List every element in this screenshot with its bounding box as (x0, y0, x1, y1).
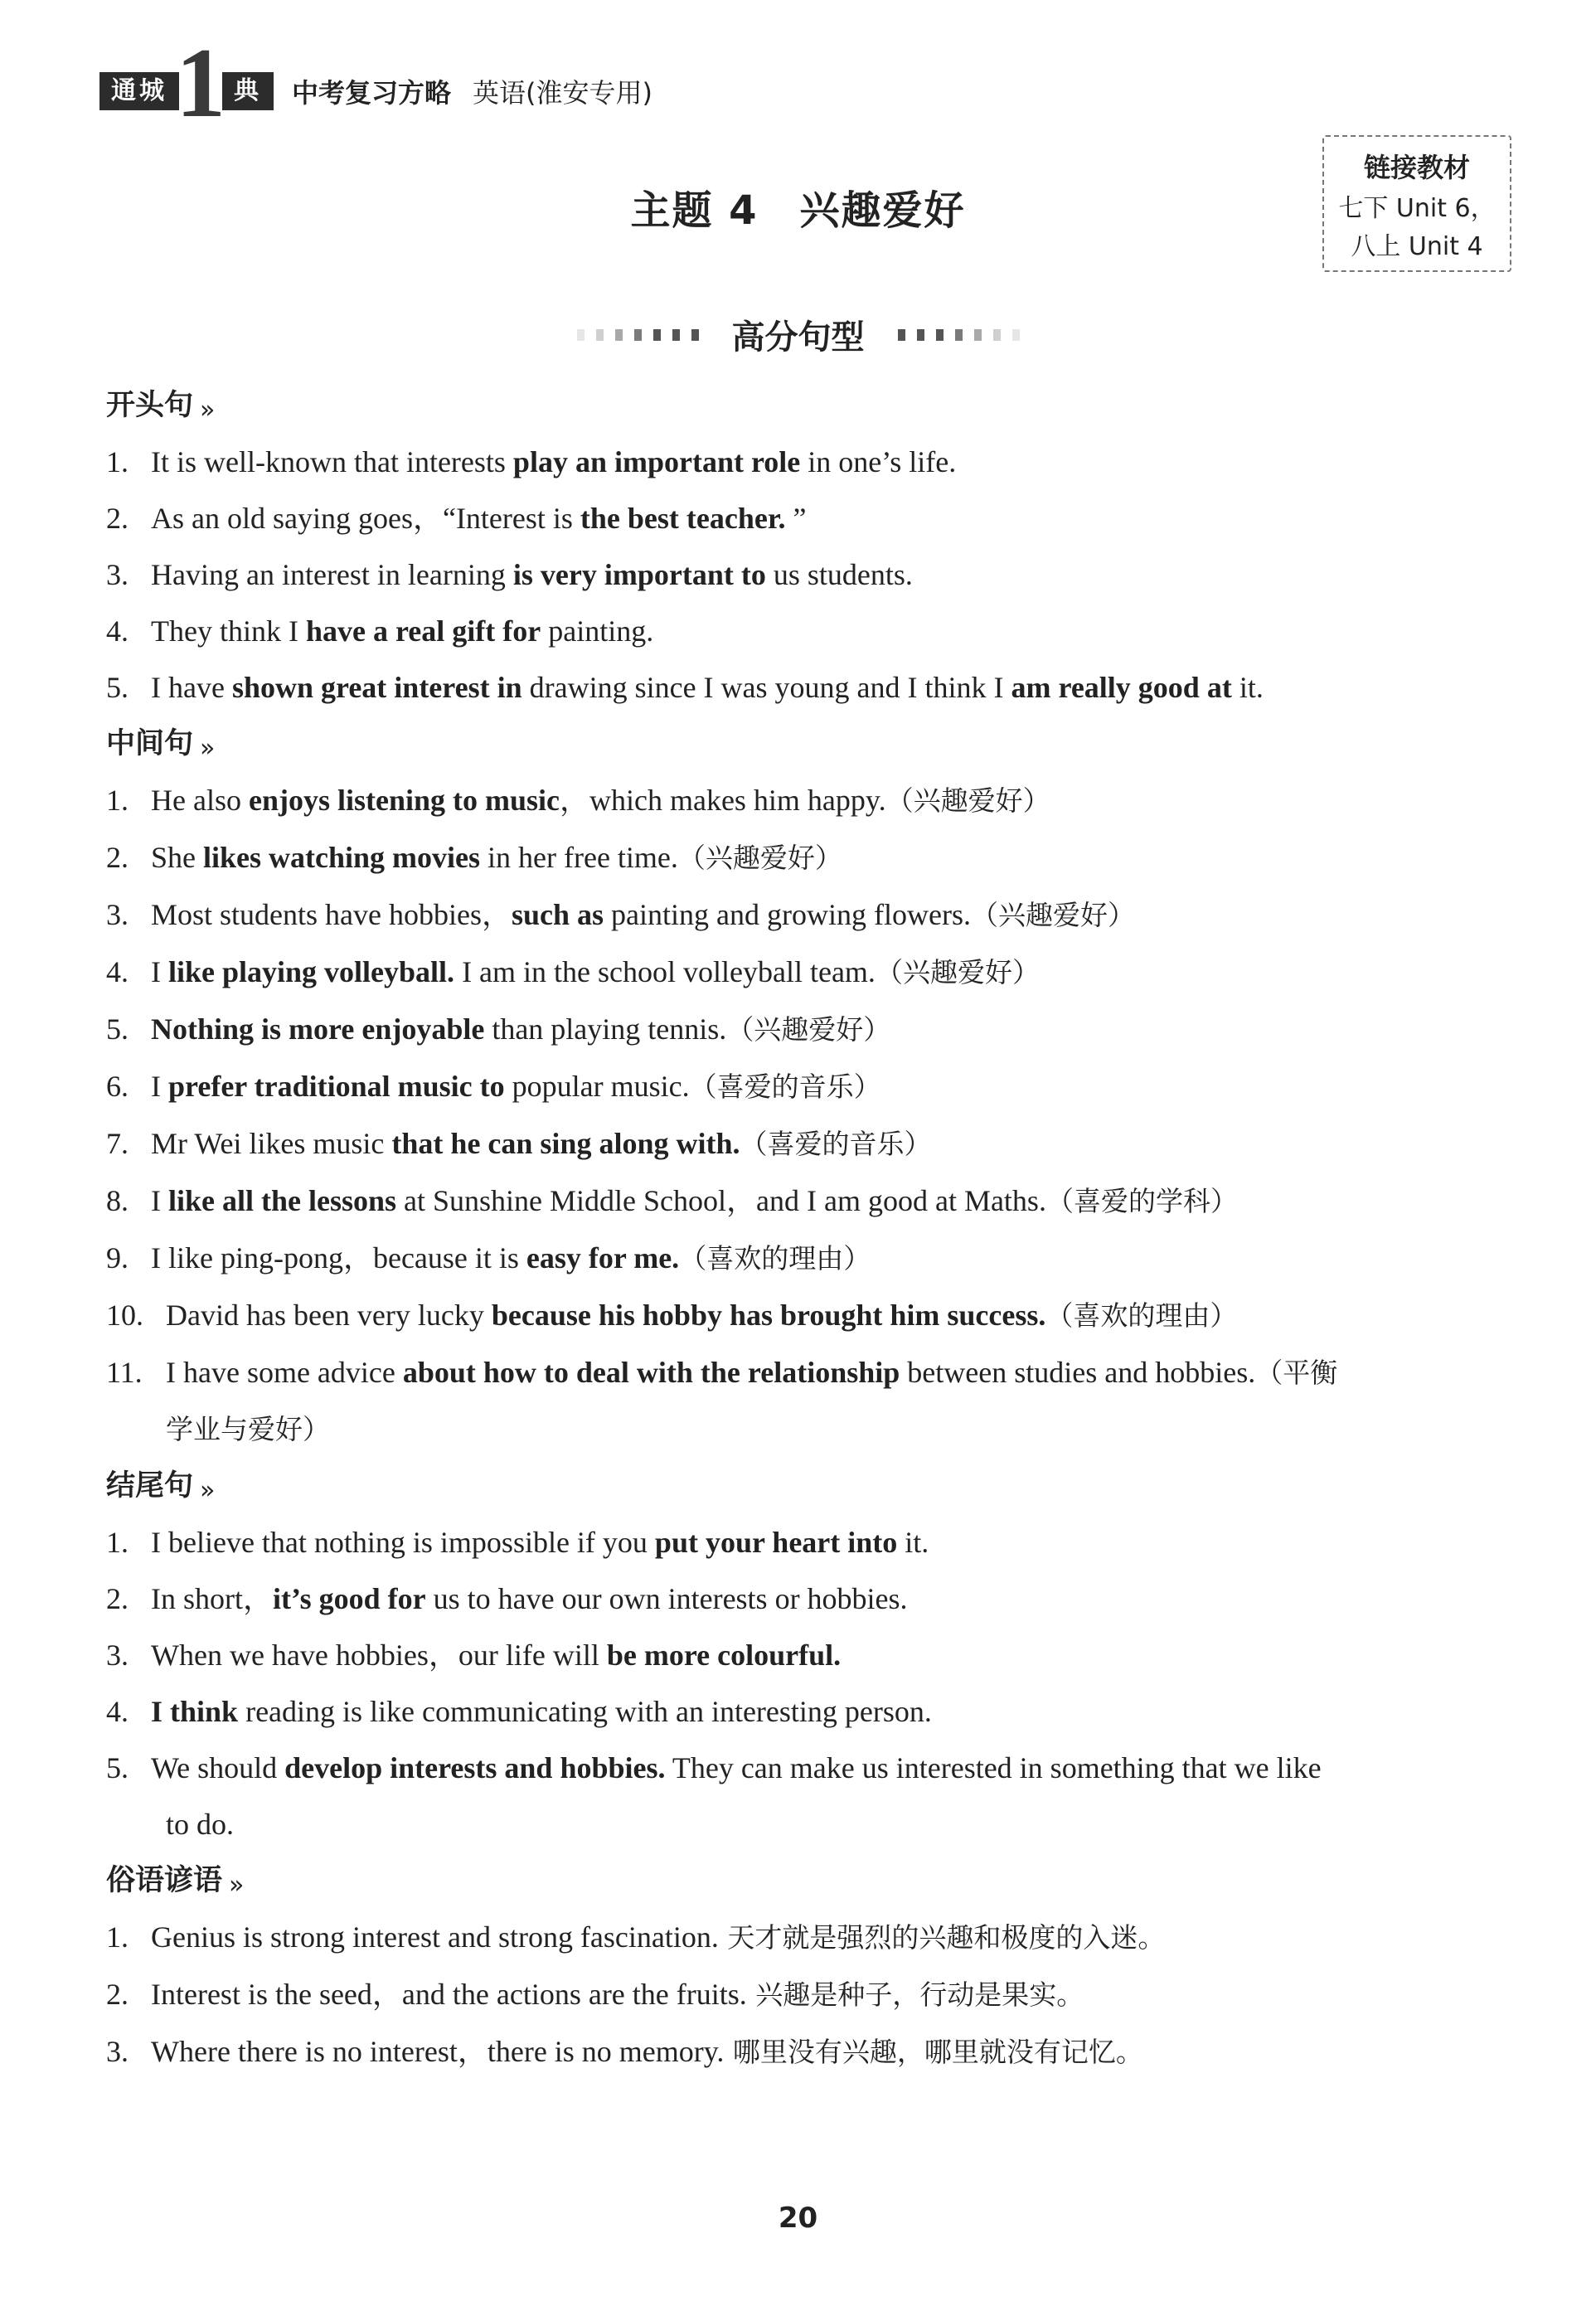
sentence-item (106, 886, 1532, 944)
book-title: 中考复习方略 (292, 77, 452, 109)
sentence-item (106, 659, 1532, 716)
chinese-note: （兴趣爱好） (970, 899, 1135, 931)
sentence-text (151, 1571, 1532, 1627)
plain-text: She (151, 841, 203, 874)
plain-text: Having an interest in learning (151, 558, 513, 591)
key-phrase: such as (511, 898, 604, 931)
key-phrase: play an important role (512, 445, 801, 478)
plain-text: us to have our own interests or hobbies. (425, 1582, 908, 1615)
group-title-text: 结尾句 (106, 1469, 194, 1503)
sentence-continuation (106, 1796, 1532, 1852)
sentence-item (106, 1230, 1532, 1287)
plain-text: us students. (765, 558, 913, 591)
plain-text: drawing since I was young and I think I (521, 671, 1011, 704)
chinese-note: （兴趣爱好） (726, 1013, 891, 1046)
chinese-note: （平衡 (1255, 1357, 1338, 1389)
plain-text: I (151, 955, 168, 988)
sentence-text (151, 886, 1532, 944)
chinese-note: （兴趣爱好） (885, 784, 1050, 817)
brand-logo-one: 1 (176, 27, 226, 138)
plain-text: it. (897, 1526, 929, 1559)
sentence-text (151, 944, 1532, 1001)
sentence-text (151, 772, 1532, 829)
group-title (106, 716, 1532, 772)
chinese-note: 哪里没有兴趣，哪里就没有记忆。 (724, 2036, 1143, 2068)
key-phrase: be more colourful. (606, 1639, 842, 1672)
chinese-note: 兴趣是种子，行动是果实。 (746, 1978, 1084, 2011)
plain-text: I (151, 1070, 168, 1103)
section-title: 高分句型 (731, 318, 865, 357)
item-number: 3. (106, 2035, 129, 2068)
double-chevron-icon: » (229, 1871, 245, 1900)
plain-text: Mr Wei likes music (151, 1127, 392, 1160)
plain-text: I like ping-pong，because it is (151, 1241, 526, 1274)
sentence-item (106, 772, 1532, 829)
chinese-note: （喜爱的学科） (1045, 1185, 1238, 1217)
topic-title: 主题 4 兴趣爱好 (630, 187, 966, 234)
sentence-continuation (106, 1401, 1532, 1458)
key-phrase: it’s good for (273, 1582, 426, 1615)
plain-text: He also (151, 784, 249, 817)
sentence-text (151, 1909, 1532, 1966)
key-phrase: like all the lessons (168, 1184, 397, 1217)
key-phrase: that he can sing along with. (391, 1127, 740, 1160)
key-phrase: Nothing is more enjoyable (151, 1012, 485, 1046)
plain-text: reading is like communicating with an interesting person. (238, 1695, 932, 1728)
textbook-link-box (1322, 135, 1511, 272)
key-phrase: the best teacher. (580, 502, 786, 535)
item-number: 10. (106, 1299, 143, 1332)
link-box-line: 七下 Unit 6， (1338, 194, 1496, 223)
chinese-note: （喜欢的理由） (679, 1242, 871, 1274)
sentence-item (106, 1115, 1532, 1172)
plain-text: in her free time. (480, 841, 678, 874)
item-number: 1. (106, 1526, 129, 1559)
sentence-item (106, 1514, 1532, 1571)
sentence-text (151, 1230, 1532, 1287)
plain-text: painting. (541, 614, 654, 648)
page-number: 20 (778, 2202, 818, 2235)
group-title (106, 1852, 1532, 1909)
item-number: 1. (106, 784, 129, 817)
double-chevron-icon: » (200, 734, 216, 763)
plain-text: painting and growing flowers. (604, 898, 971, 931)
item-number: 1. (106, 1920, 129, 1954)
plain-text: It is well-known that interests (151, 445, 513, 478)
decorative-dots-left (577, 329, 699, 341)
item-number: 1. (106, 445, 129, 478)
key-phrase: is very important to (512, 558, 766, 591)
item-number: 3. (106, 558, 129, 591)
plain-text: than playing tennis. (484, 1012, 727, 1046)
plain-text: I have (151, 671, 232, 704)
sentence-text (151, 1683, 1532, 1740)
key-phrase: easy for me. (526, 1241, 680, 1274)
double-chevron-icon: » (200, 396, 216, 425)
plain-text: in one’s life. (800, 445, 957, 478)
plain-text: Where there is no interest，there is no memory. (151, 2035, 725, 2068)
sentence-text (151, 1172, 1532, 1230)
key-phrase: shown great interest in (231, 671, 522, 704)
chinese-note: 天才就是强烈的兴趣和极度的入迷。 (718, 1921, 1166, 1954)
group-title-text: 俗语谚语 (106, 1864, 223, 1897)
key-phrase: enjoys listening to music (248, 784, 560, 817)
group-title-text: 开头句 (106, 389, 194, 422)
brand-logo-left: 通城 (99, 72, 179, 110)
sentence-text (151, 434, 1532, 490)
sentence-text (151, 1115, 1532, 1172)
plain-text: popular music. (504, 1070, 690, 1103)
plain-text: They can make us interested in something that we like (665, 1751, 1322, 1784)
continuation-text: 学业与爱好） (166, 1413, 330, 1445)
plain-text: Interest is the seed，and the actions are the fruits. (151, 1978, 747, 2011)
plain-text: When we have hobbies，our life will (151, 1639, 607, 1672)
sentence-item (106, 944, 1532, 1001)
chinese-note: （兴趣爱好） (677, 842, 842, 874)
section-heading (0, 311, 1596, 358)
decorative-dots-right (898, 329, 1020, 341)
sentence-item (106, 1627, 1532, 1683)
item-number: 9. (106, 1241, 129, 1274)
plain-text: between studies and hobbies. (900, 1356, 1256, 1389)
key-phrase: like playing volleyball. (168, 955, 455, 988)
plain-text: As an old saying goes，“Interest is (151, 502, 580, 535)
plain-text: In short， (151, 1582, 273, 1615)
sentence-text (166, 1287, 1532, 1344)
sentence-item (106, 1966, 1532, 2023)
item-number: 2. (106, 841, 129, 874)
item-number: 11. (106, 1356, 143, 1389)
item-number: 5. (106, 1751, 129, 1784)
key-phrase: because his hobby has brought him success. (491, 1299, 1046, 1332)
sentence-item (106, 2023, 1532, 2080)
key-phrase: am really good at (1011, 671, 1232, 704)
plain-text: I believe that nothing is impossible if you (151, 1526, 655, 1559)
sentence-item (106, 1058, 1532, 1115)
chinese-note: （喜爱的音乐） (740, 1128, 932, 1160)
item-number: 6. (106, 1070, 129, 1103)
group-title (106, 1458, 1532, 1514)
key-phrase: prefer traditional music to (168, 1070, 505, 1103)
sentence-text (151, 546, 1532, 603)
sentence-list (106, 377, 1532, 2080)
sentence-item (106, 1683, 1532, 1740)
sentence-item (106, 1571, 1532, 1627)
sentence-text (151, 659, 1532, 716)
sentence-item (106, 1909, 1532, 1966)
sentence-text (151, 1001, 1532, 1058)
plain-text: They think I (151, 614, 306, 648)
item-number: 4. (106, 1695, 129, 1728)
group-title-text: 中间句 (106, 727, 194, 760)
brand-logo-right: 典 (222, 72, 274, 110)
plain-text: Most students have hobbies， (151, 898, 512, 931)
sentence-text (151, 2023, 1532, 2080)
sentence-item (106, 1344, 1532, 1401)
plain-text: We should (151, 1751, 285, 1784)
book-header (99, 27, 652, 138)
item-number: 3. (106, 1639, 129, 1672)
sentence-item (106, 1740, 1532, 1796)
chinese-note: （兴趣爱好） (875, 956, 1040, 988)
link-box-title: 链接教材 (1363, 152, 1470, 183)
plain-text: Genius is strong interest and strong fascination. (151, 1920, 719, 1954)
key-phrase: likes watching movies (203, 841, 481, 874)
link-box-line: 八上 Unit 4 (1351, 232, 1483, 261)
plain-text: I (151, 1184, 168, 1217)
key-phrase: I think (151, 1695, 239, 1728)
item-number: 5. (106, 1012, 129, 1046)
sentence-item (106, 829, 1532, 886)
item-number: 2. (106, 1582, 129, 1615)
plain-text: David has been very lucky (166, 1299, 492, 1332)
item-number: 2. (106, 502, 129, 535)
sentence-item (106, 1001, 1532, 1058)
sentence-text (151, 1740, 1532, 1796)
key-phrase: put your heart into (654, 1526, 898, 1559)
key-phrase: about how to deal with the relationship (402, 1356, 900, 1389)
sentence-item (106, 546, 1532, 603)
continuation-text: to do. (166, 1808, 235, 1841)
group-title (106, 377, 1532, 434)
plain-text: I am in the school volleyball team. (454, 955, 876, 988)
sentence-text (151, 1514, 1532, 1571)
item-number: 8. (106, 1184, 129, 1217)
plain-text: ，which makes him happy. (559, 784, 886, 817)
sentence-item (106, 603, 1532, 659)
key-phrase: have a real gift for (305, 614, 541, 648)
sentence-item (106, 490, 1532, 546)
item-number: 4. (106, 614, 129, 648)
plain-text: ” (785, 502, 807, 535)
sentence-text (151, 1627, 1532, 1683)
sentence-item (106, 1172, 1532, 1230)
sentence-item (106, 434, 1532, 490)
plain-text: I have some advice (166, 1356, 403, 1389)
double-chevron-icon: » (200, 1476, 216, 1505)
item-number: 3. (106, 898, 129, 931)
item-number: 4. (106, 955, 129, 988)
plain-text: at Sunshine Middle School，and I am good at Maths. (396, 1184, 1046, 1217)
book-subject: 英语(淮安专用) (473, 77, 652, 109)
sentence-text (151, 829, 1532, 886)
sentence-text (151, 1966, 1532, 2023)
sentence-text (151, 1058, 1532, 1115)
item-number: 7. (106, 1127, 129, 1160)
item-number: 2. (106, 1978, 129, 2011)
plain-text: it. (1231, 671, 1264, 704)
chinese-note: （喜爱的音乐） (689, 1071, 881, 1103)
item-number: 5. (106, 671, 129, 704)
key-phrase: develop interests and hobbies. (284, 1751, 666, 1784)
chinese-note: （喜欢的理由） (1045, 1299, 1238, 1332)
sentence-text (166, 1344, 1532, 1401)
sentence-item (106, 1287, 1532, 1344)
sentence-text (151, 490, 1532, 546)
sentence-text (151, 603, 1532, 659)
